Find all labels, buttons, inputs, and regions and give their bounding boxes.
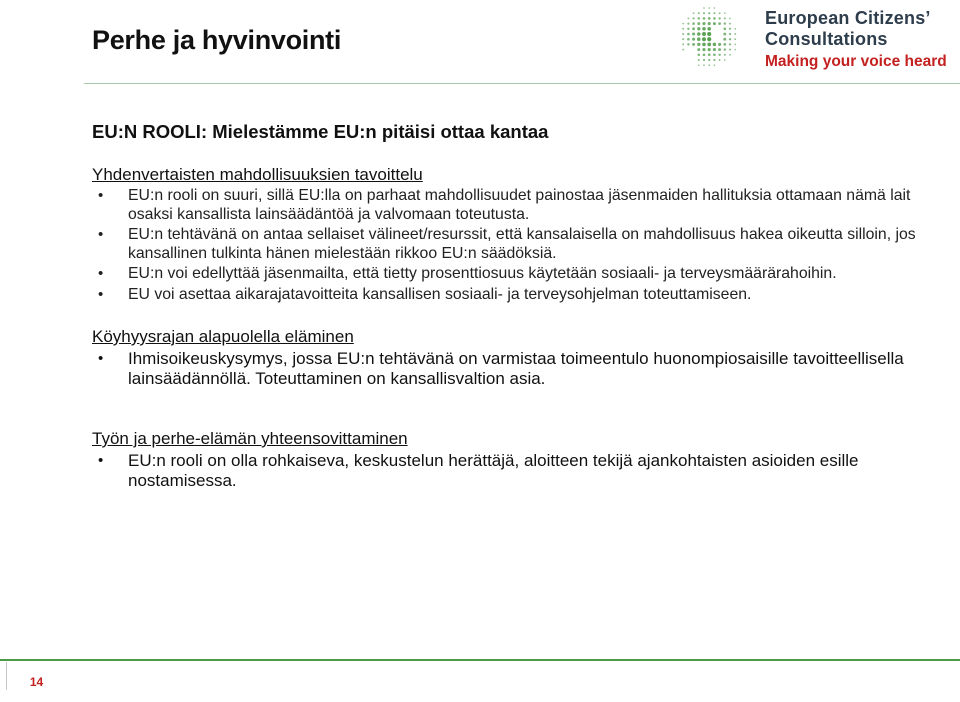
page-number: 14 [6,662,66,690]
subsection-title: Köyhyysrajan alapuolella eläminen [92,327,354,346]
globe-dots-icon [668,4,752,70]
list-item: • EU voi asettaa aikarajatavoitteita kansallisen sosiaali- ja terveysohjelman toteuttamiseen. [92,286,942,305]
logo-text-line1: European Citizens’ [765,8,931,28]
subsection-title: Yhdenvertaisten mahdollisuuksien tavoittelu [92,165,423,184]
section-work-family [92,429,942,491]
list-item: • Ihmisoikeuskysymys, jossa EU:n tehtävänä on varmistaa toimeentulo huonompiosaisille tavoitteellisella lainsäädännöllä. Toteuttaminen on kansallisvaltion asia. [92,349,942,389]
header-divider [84,83,960,84]
list-item: • EU:n tehtävänä on antaa sellaiset välineet/resurssit, että kansalaisella on mahdollisuus hakea oikeutta silloin, jos kansallinen tulkinta hänen mielestään rikkoo EU:n säädöksiä. [92,226,942,263]
list-item: • EU:n rooli on olla rohkaiseva, keskustelun herättäjä, aloitteen tekijä ajankohtaisten asioiden esille nostamisessa. [92,451,942,491]
footer-divider [0,659,960,661]
bullet-list [92,451,942,491]
list-item: • EU:n rooli on suuri, sillä EU:lla on parhaat mahdollisuudet painostaa jäsenmaiden hallituksia ottamaan nämä lait osaksi kansallista lainsäädäntöä ja valvomaan toteutusta. [92,187,942,224]
slide-title: Perhe ja hyvinvointi [92,25,342,55]
eu-citizens-consultations-logo [668,4,958,72]
section-poverty [92,327,942,389]
slide-content [92,121,942,492]
section-heading: EU:N ROOLI: Mielestämme EU:n pitäisi ottaa kantaa [92,121,549,142]
logo-tagline: Making your voice heard [765,53,947,70]
logo-text-line2: Consultations [765,29,888,49]
bullet-list [92,349,942,389]
section-equal-opportunities [92,165,942,304]
bullet-list [92,187,942,304]
subsection-title: Työn ja perhe-elämän yhteensovittaminen [92,429,408,448]
list-item: • EU:n voi edellyttää jäsenmailta, että tietty prosenttiosuus käytetään sosiaali- ja terveysmäärärahoihin. [92,265,942,284]
